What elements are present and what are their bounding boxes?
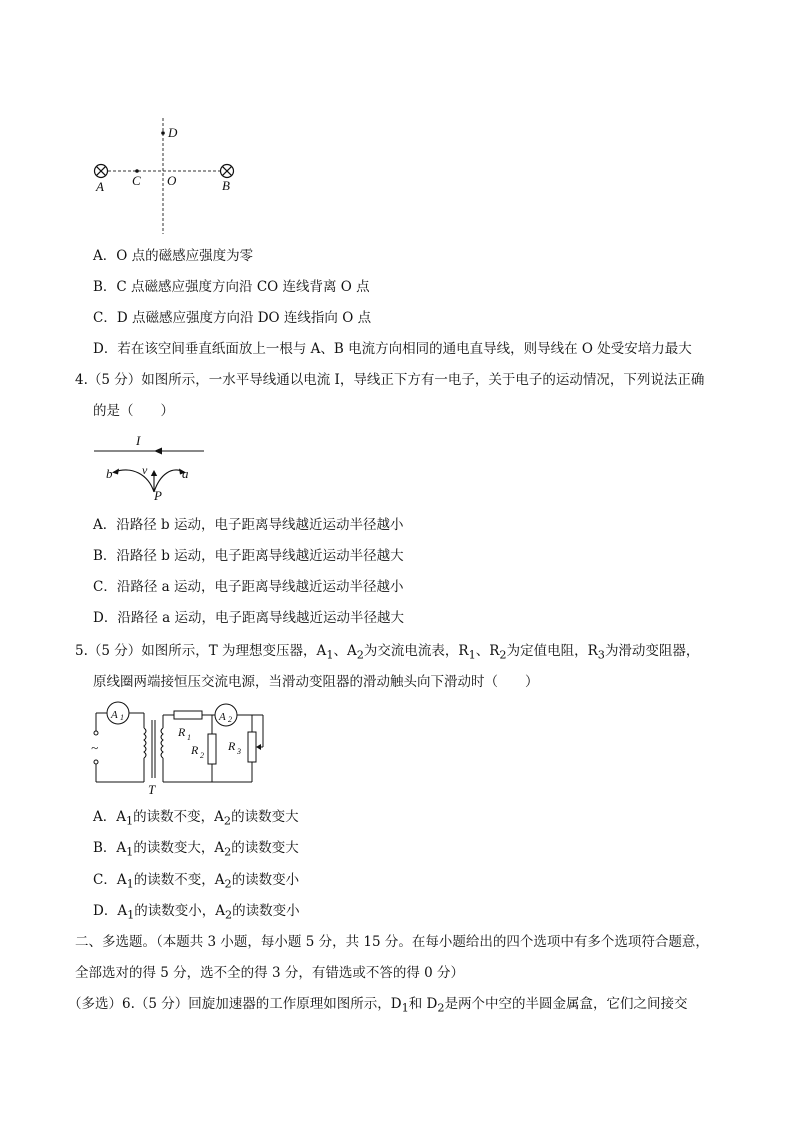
q3-option-b: B．C 点磁感应强度方向沿 CO 连线背离 O 点 (93, 279, 370, 295)
q4-option-b: B．沿路径 b 运动，电子距离导线越近运动半径越大 (93, 548, 404, 564)
q6-stem-line1: （多选）6.（5 分）回旋加速器的工作原理如图所示，$D_1$和 $D_2$是两个中空的半圆金属盒，它们之间接交 (68, 996, 688, 1015)
q4-stem-line1: 4.（5 分）如图所示，一水平导线通以电流 I，导线正下方有一电子，关于电子的运动情况，下列说法正确 (75, 372, 705, 388)
transformer-circuit-figure (88, 700, 278, 800)
label-c: C (132, 173, 141, 188)
label-a: A (96, 179, 104, 194)
section2-heading-line1: 二、多选题。（本题共 3 小题，每小题 5 分，共 15 分。在每小题给出的四个选项中有多个选项符合题意， (75, 934, 709, 950)
wire-a-into-page-icon (95, 165, 108, 178)
label-r1: R (178, 725, 186, 739)
magnetic-field-figure (88, 118, 248, 236)
section2-heading-line2: 全部选对的得 5 分，选不全的得 3 分，有错选或不答的得 0 分） (75, 965, 465, 981)
label-d: D (168, 125, 178, 140)
svg-text:2: 2 (200, 751, 204, 760)
svg-text:1: 1 (120, 713, 124, 722)
q5-option-d: D．$A_1$的读数变小，$A_2$的读数变小 (93, 903, 300, 922)
label-o: O (167, 173, 177, 188)
label-current-i: I (136, 433, 141, 448)
svg-text:2: 2 (228, 715, 232, 724)
label-b: B (222, 178, 230, 193)
ammeter-a2-label: A (219, 711, 226, 723)
label-r3: R (228, 739, 236, 753)
label-velocity-v: v (142, 463, 148, 477)
q5-option-a: A．$A_1$的读数不变，$A_2$的读数变大 (93, 809, 299, 828)
ammeter-a1-label: A (111, 709, 118, 721)
q5-option-c: C．$A_1$的读数不变，$A_2$的读数变小 (93, 872, 300, 891)
q4-option-d: D．沿路径 a 运动，电子距离导线越近运动半径越大 (93, 610, 404, 626)
q5-option-b: B．$A_1$的读数变大，$A_2$的读数变大 (93, 840, 299, 859)
q5-stem-line2: 原线圈两端接恒压交流电源，当滑动变阻器的滑动触头向下滑动时（ ） (93, 674, 539, 690)
q3-option-c: C．D 点磁感应强度方向沿 DO 连线指向 O 点 (93, 310, 372, 326)
q4-option-c: C．沿路径 a 运动，电子距离导线越近运动半径越小 (93, 579, 404, 595)
q5-stem-line1: 5.（5 分）如图所示，T 为理想变压器，$A_1$、$A_2$为交流电流表，$R_1$、$R_2$为定值电阻，$R_3$为滑动变阻器， (75, 643, 700, 662)
q4-stem-line2: 的是（ ） (93, 403, 174, 419)
svg-text:1: 1 (187, 733, 191, 742)
q4-option-a: A．沿路径 b 运动，电子距离导线越近运动半径越小 (93, 517, 404, 533)
q3-option-d: D．若在该空间垂直纸面放上一根与 A、B 电流方向相同的通电直导线，则导线在 O 处受安培力最大 (93, 341, 692, 357)
q3-option-a: A．O 点的磁感应强度为零 (93, 248, 254, 264)
label-path-a: a (182, 466, 189, 481)
label-point-p: P (154, 488, 162, 502)
label-transformer-t: T (148, 782, 156, 797)
label-r2: R (191, 743, 199, 757)
electron-wire-figure (92, 430, 208, 502)
label-path-b: b (106, 466, 113, 481)
svg-text:3: 3 (237, 747, 241, 756)
ac-source-icon: ~ (91, 740, 99, 755)
wire-b-into-page-icon (221, 165, 234, 178)
